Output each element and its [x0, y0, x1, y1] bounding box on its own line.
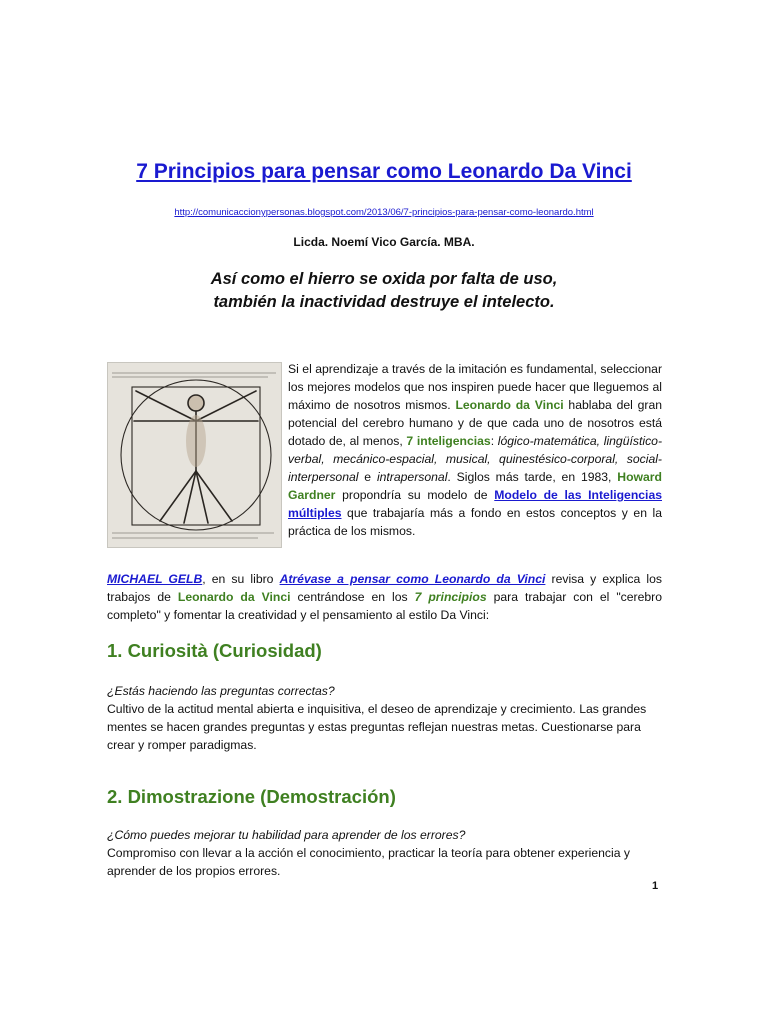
gelb-text-4: para trabajar con el "cerebro completo" y fomentar la creatividad y el pensamiento al estilo Da Vinci:: [107, 590, 662, 622]
section-body-dimostrazione: [107, 826, 667, 880]
gardner-name: Howard Gardner: [288, 470, 662, 502]
section-text: Compromiso con llevar a la acción el conocimiento, practicar la teoría para obtener experiencia y aprender de los propios errores.: [107, 846, 630, 878]
author-line: Licda. Noemí Vico García. MBA.: [293, 235, 475, 249]
gelb-text-3: centrándose en los: [290, 590, 415, 604]
section-text: Cultivo de la actitud mental abierta e inquisitiva, el deseo de aprendizaje y crecimiento. Las grandes mentes se hacen grandes preguntas y estas preguntas reflejan nuestras metas. Cuestionarse para crear y romper paradigmas.: [107, 702, 647, 752]
quote-line-1: Así como el hierro se oxida por falta de uso,: [210, 270, 558, 288]
section-question: ¿Cómo puedes mejorar tu habilidad para aprender de los errores?: [107, 828, 466, 842]
section-body-curiosita: [107, 682, 667, 754]
quote-line-2: también la inactividad destruye el intelecto.: [213, 293, 555, 311]
inteligencias-term: 7 inteligencias: [406, 434, 491, 448]
title-link[interactable]: 7 Principios para pensar como Leonardo Da Vinci: [136, 160, 632, 183]
section-heading-curiosita: 1. Curiosità (Curiosidad): [107, 640, 322, 661]
source-url: [0, 207, 768, 218]
intro-text-1: Si el aprendizaje a través de la imitación es fundamental, seleccionar los mejores modelos que nos inspiren puede hacer que lleguemos al máximo de nosotros mismos.: [288, 362, 662, 412]
vitruvian-man-drawing: [108, 363, 281, 547]
gelb-paragraph: [107, 570, 662, 624]
gelb-text-1: , en su libro: [202, 572, 280, 586]
source-url-link[interactable]: http://comunicaccionypersonas.blogspot.com/2013/06/7-principios-para-pensar-como-leonardo.html: [174, 207, 594, 218]
intrapersonal-term: intrapersonal: [376, 470, 448, 484]
section-heading-dimostrazione: 2. Dimostrazione (Demostración): [107, 786, 396, 807]
principios-term: 7 principios: [414, 590, 487, 604]
intro-text-6: propondría su modelo de: [335, 488, 495, 502]
page-number: 1: [652, 880, 659, 892]
gelb-leonardo-name: Leonardo da Vinci: [177, 590, 291, 604]
book-title-link[interactable]: Atrévase a pensar como Leonardo da Vinci: [279, 572, 546, 586]
intro-text-5: . Siglos más tarde, en 1983,: [447, 470, 618, 484]
intro-text-4: e: [358, 470, 377, 484]
section-question: ¿Estás haciendo las preguntas correctas?: [107, 684, 335, 698]
leonardo-name: Leonardo da Vinci: [455, 398, 564, 412]
modelo-inteligencias-link[interactable]: Modelo de las Inteligencias múltiples: [288, 488, 662, 520]
gelb-text-2: revisa y explica los trabajos de: [107, 572, 662, 604]
epigraph-quote: [0, 268, 768, 314]
intelligence-list: lógico-matemática, lingüístico-verbal, mecánico-espacial, musical, quinestésico-corporal, social-interpersonal: [288, 434, 662, 484]
intro-text-3: :: [490, 434, 498, 448]
michael-gelb-link[interactable]: MICHAEL GELB: [107, 572, 203, 586]
intro-paragraph: [288, 360, 662, 540]
intro-text-2: hablaba del gran potencial del cerebro humano y de que cada uno de nosotros está dotado de, al menos,: [288, 398, 662, 448]
intro-text-7: que trabajaría más a fondo en estos conceptos y en la práctica de los mismos.: [288, 506, 662, 538]
vitruvian-man-image: [107, 362, 282, 548]
page-title: [0, 160, 768, 184]
